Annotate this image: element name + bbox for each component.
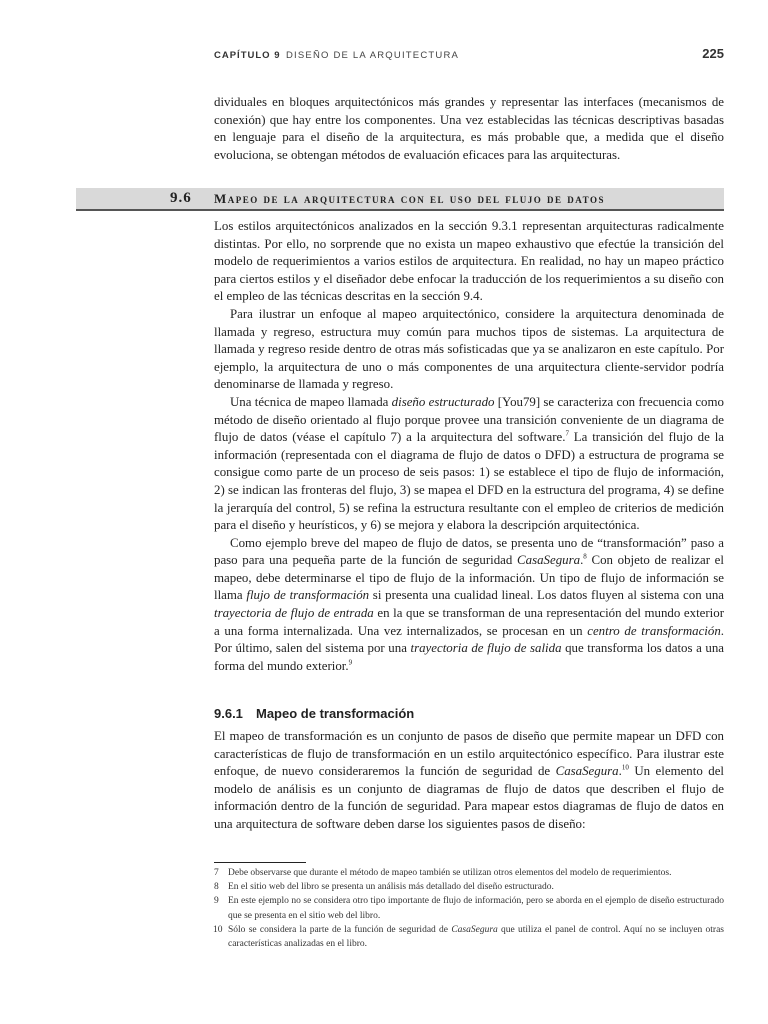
page-number: 225: [702, 46, 724, 61]
p3-text-a: Una técnica de mapeo llamada: [230, 394, 392, 409]
subsection-body: [214, 728, 724, 834]
footnote-number: 9: [214, 896, 219, 907]
p4-text-c: .: [580, 553, 584, 568]
p4-text-f: si presenta una cualidad lineal. Los datos fluyen al sistema con una: [369, 588, 724, 603]
p4-text-h: en la que se transforman de una representación del mundo exterior a una forma internalizada. Una vez internalizados, se procesan en un: [214, 606, 724, 638]
paragraph-2: Para ilustrar un enfoque al mapeo arquitectónico, considere la arquitectura denominada de llamada y regreso, estructura muy común para muchos tipos de sistemas. La arquitectura de llamada y regreso reside dentro de otras más sofisticadas que ya se analizaron en este capítulo. Por ejemplo, la arquitectura de uno o más componentes de una arquitectura cliente-servidor podría denominarse de llamada y regreso.: [214, 306, 724, 392]
p4-text-j: . Por último, salen del sistema por una: [214, 623, 725, 656]
paragraph-1: Los estilos arquitectónicos analizados en la sección 9.3.1 representan arquitecturas radicalmente distintas. Por ello, no sorprende que no exista un mapeo exhaustivo que efectúe la transición del modelo de requerimientos a varios estilos de arquitectura. En realidad, no hay un mapeo práctico para ciertos estilos y el diseñador debe enfocar la traducción de los requerimientos a su diseño con el empleo de las técnicas descritas en la sección 9.4.: [214, 219, 724, 304]
subsection-number: 9.6.1: [214, 706, 243, 721]
p4-term-casasegura: CasaSegura: [517, 553, 581, 568]
footnote-ref-7: 7: [565, 429, 569, 438]
p4-term-flujo-entrada: trayectoria de flujo de entrada: [214, 606, 374, 621]
subsection-paragraph: [214, 728, 724, 834]
sp-text-c: .: [618, 764, 622, 779]
intro-paragraph: dividuales en bloques arquitectónicos más grandes y representar las interfaces (mecanismos de conexión) que hay entre los componentes. Una vez establecidas las técnicas descriptivas basadas en lenguaje para el diseño de la arquitectura, es más probable que, a medida que el diseño evoluciona, se obtengan métodos de evaluación eficaces para las arquitecturas.: [214, 95, 724, 162]
footnote-9: [214, 894, 724, 922]
subsection-heading: [214, 706, 724, 721]
chapter-title: DISEÑO DE LA ARQUITECTURA: [286, 50, 460, 61]
p4-term-flujo-transformacion: flujo de transformación: [246, 588, 370, 603]
footnotes: [214, 866, 724, 951]
chapter-label: CAPÍTULO 9: [214, 50, 281, 61]
running-head: [214, 46, 724, 66]
p4-text-a: Como ejemplo breve del mapeo de flujo de datos, se presenta uno de “transformación” paso a paso para una pequeña parte de la función de seguridad: [214, 535, 724, 568]
p3-text-c: [You79] se caracteriza con frecuencia como método de diseño orientado al flujo porque provee una transición conveniente de un diagrama de flujo de datos (véase el capítulo 7) a la arquitectura del software.: [214, 394, 724, 445]
p3-text-d: La transición del flujo de la información (representada con el diagrama de flujo de datos o DFD) a estructura de programa se consigue como parte de un proceso de seis pasos: 1) se establece el tipo de flujo de información, 2) se indican las fronteras del flujo, 3) se mapea el DFD en la estructura del programa, 4) se define la jerarquía del control, 5) se refina la estructura resultante con el empleo de criterios de medición para el diseño y heurísticos, y 6) se mejora y elabora la descripción arquitectónica.: [214, 430, 724, 533]
footnote-text: Debe observarse que durante el método de mapeo también se utilizan otros elementos del modelo de requerimientos.: [228, 868, 672, 878]
sp-text-d: Un elemento del modelo de análisis es un conjunto de diagramas de flujo de datos que describen el flujo de información dentro de la función de seguridad. Para mapear estos diagramas de flujo de datos en una arquitectura de software deben darse los siguientes pasos de diseño:: [214, 764, 724, 831]
section-body: [214, 218, 724, 675]
section-number: 9.6: [170, 190, 192, 206]
footnote-text: En el sitio web del libro se presenta un análisis más detallado del diseño estructurado.: [228, 882, 554, 893]
footnote-ref-8: 8: [583, 552, 587, 561]
sp-term-casasegura: CasaSegura: [555, 764, 619, 779]
paragraph-4: [214, 535, 724, 676]
p4-text-l: que transforma los datos a una forma del mundo exterior.: [214, 641, 724, 673]
section-heading-bar: [76, 188, 724, 211]
p4-text-d: Con objeto de realizar el mapeo, debe determinarse el tipo de flujo de la información. Un tipo de flujo de información se llama: [214, 553, 724, 603]
footnote-text-c: que utiliza el panel de control. Aquí no se incluyen otras características analizadas en el libro.: [228, 924, 724, 950]
subsection-title: Mapeo de transformación: [256, 706, 415, 721]
footnote-number: 10: [213, 924, 223, 935]
footnote-7: [214, 866, 724, 880]
footnote-ref-10: 10: [621, 763, 629, 772]
footnote-10: [214, 923, 724, 951]
footnote-term-casasegura: CasaSegura: [451, 924, 498, 935]
footnote-text-a: Sólo se considera la parte de la función de seguridad de: [228, 924, 452, 935]
footnote-rule: [214, 862, 306, 863]
footnote-ref-9: 9: [348, 658, 353, 667]
footnote-number: 7: [214, 868, 219, 878]
footnote-number: 8: [214, 882, 219, 893]
p4-term-flujo-salida: trayectoria de flujo de salida: [410, 641, 562, 656]
p3-term-diseno-estructurado: diseño estructurado: [391, 394, 495, 409]
footnote-8: [214, 880, 724, 894]
p4-term-centro-transformacion: centro de transformación: [587, 623, 721, 638]
section-title: Mapeo de la arquitectura con el uso del flujo de datos: [214, 191, 605, 206]
footnote-text: En este ejemplo no se considera otro tipo importante de flujo de información, pero se aborda en el ejemplo de diseño estructurado que se presenta en el sitio web del libro.: [228, 896, 724, 921]
intro-paragraph-block: [214, 94, 724, 164]
paragraph-3: [214, 394, 724, 535]
sp-text-a: El mapeo de transformación es un conjunto de pasos de diseño que permite mapear un DFD con características de flujo de transformación en un estilo arquitectónico específico. Para ilustrar este enfoque, de nuevo consideraremos la función de seguridad de: [214, 729, 724, 779]
